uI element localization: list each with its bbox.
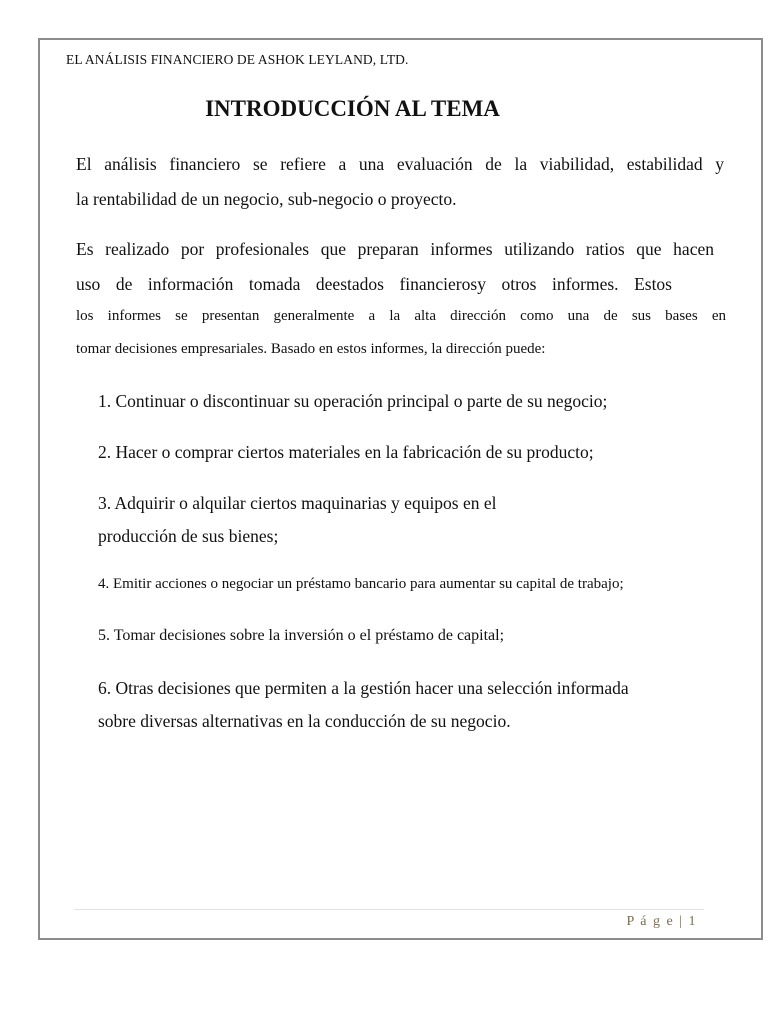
list-item-3-line-2: producción de sus bienes; — [98, 526, 279, 546]
page-number: P á g e | 1 — [626, 914, 697, 929]
document-page — [38, 38, 763, 940]
list-item-3-line-1: 3. Adquirir o alquilar ciertos maquinarias y equipos en el — [98, 493, 497, 513]
document-title: INTRODUCCIÓN AL TEMA — [205, 96, 500, 121]
list-item-5: 5. Tomar decisiones sobre la inversión o el préstamo de capital; — [98, 627, 505, 644]
paragraph-2-line-4: tomar decisiones empresariales. Basado en estos informes, la dirección puede: — [76, 341, 546, 357]
list-item-4: 4. Emitir acciones o negociar un préstamo bancario para aumentar su capital de trabajo; — [98, 576, 624, 592]
paragraph-1-line-1: El análisis financiero se refiere a una evaluación de la viabilidad, estabilidad y — [76, 154, 724, 174]
paragraph-2-line-1: Es realizado por profesionales que preparan informes utilizando ratios que hacen — [76, 239, 714, 259]
running-header: EL ANÁLISIS FINANCIERO DE ASHOK LEYLAND, LTD. — [66, 52, 409, 67]
footer-rule — [74, 909, 704, 910]
list-item-2: 2. Hacer o comprar ciertos materiales en la fabricación de su producto; — [98, 442, 594, 462]
paragraph-1-line-2: la rentabilidad de un negocio, sub-negocio o proyecto. — [76, 189, 457, 209]
paragraph-2-line-3: los informes se presentan generalmente a la alta dirección como una de sus bases en — [76, 308, 726, 324]
paragraph-2-line-2: uso de información tomada deestados financierosy otros informes. Estos — [76, 274, 672, 294]
list-item-6-line-1: 6. Otras decisiones que permiten a la gestión hacer una selección informada — [98, 678, 629, 698]
list-item-1: 1. Continuar o discontinuar su operación principal o parte de su negocio; — [98, 391, 608, 411]
list-item-6-line-2: sobre diversas alternativas en la conducción de su negocio. — [98, 711, 511, 731]
